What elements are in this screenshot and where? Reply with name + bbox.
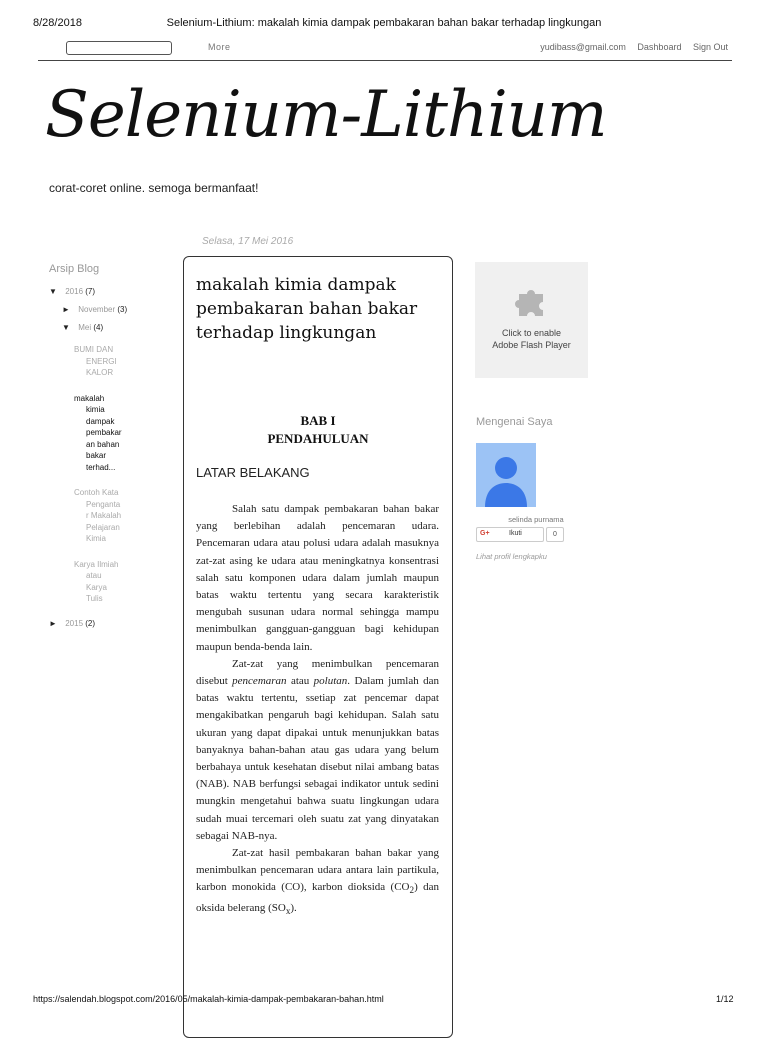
post-heading-chapter: BAB I [300,413,336,428]
google-plus-icon: G+ [480,530,490,537]
follow-button[interactable] [476,527,544,542]
archive-count: (7) [85,287,96,296]
post-link-line: bakar [86,451,107,460]
navbar-account [531,42,728,52]
post-link-line: Contoh Kata [74,488,119,497]
post-link-line: pembakar [86,428,122,437]
triangle-right-icon[interactable]: ► [49,618,57,628]
term-italic: pencemaran [232,675,287,688]
post-link-line: Penganta [86,499,121,509]
post-link-line: an bahan [86,439,120,449]
post-link-line: Kimia [86,534,107,543]
archive-count: (3) [117,305,128,314]
term-italic: polutan [313,675,348,688]
default-user-icon [476,443,536,507]
post-link-line: Pelajaran [86,522,120,532]
puzzle-icon [515,284,549,318]
text-run: ) dan oksida belerang (SO [196,881,439,914]
print-title: Selenium-Lithium: makalah kimia dampak pembakaran bahan bakar terhadap lingkungan [166,17,602,29]
archive-count: (2) [85,618,96,628]
navbar-signout-link[interactable]: Sign Out [692,42,728,52]
archive-post-link[interactable] [74,344,134,379]
print-footer-url: https://salendah.blogspot.com/2016/05/makalah-kimia-dampak-pembakaran-bahan.html [33,994,384,1004]
archive-heading: Arsip Blog [49,263,100,275]
post-link-line: ENERGI [86,356,117,366]
post-link-line: dampak [86,416,115,426]
post-container [183,256,453,1038]
post-link-line: Tulis [86,594,103,603]
post-link-line: KALOR [86,368,114,377]
navbar-more-link[interactable]: More [208,42,231,52]
post-link-line: Karya Ilmiah [74,559,119,569]
post-link-line: terhad... [86,462,116,472]
post-subheading: LATAR BELAKANG [196,465,310,480]
post-title[interactable]: makalah kimia dampak pembakaran bahan bakar terhadap lingkungan [196,275,418,343]
post-date: Selasa, 17 Mei 2016 [202,236,294,247]
post-paragraph: Salah satu dampak pembakaran bahan bakar yang berlebihan adalah pencemaran udara. Pencemaran udara atau polusi udara adalah masuknya zat-zat asing ke udara atau meningkatnya konsentrasi salah satu komponen udara dalam jumlah maupun batas waktu tertentu yang secara karakteristik mengubah susunan udara normal sehingga mampu menimbulkan gangguan-gangguan bagi kehidupan maupun benda-benda lain. [196,503,439,653]
subscript: 2 [409,885,415,896]
flash-line: Click to enable [501,328,562,338]
post-link-line: BUMI DAN [74,345,114,354]
archive-month-label[interactable]: Mei [78,323,92,332]
archive-month-mei[interactable] [62,323,179,341]
archive-year-label[interactable]: 2015 [65,618,84,628]
flash-line: Adobe Flash Player [492,339,571,350]
navbar-search-input[interactable] [66,41,172,55]
avatar[interactable] [476,443,536,507]
archive-year-2015[interactable] [49,619,179,637]
archive-post-link[interactable] [74,487,134,545]
post-link-line: kimia [86,405,105,414]
archive-month-label[interactable]: November [78,305,116,314]
text-run: atau [286,675,314,688]
text-run: Zat-zat yang menimbulkan pencemaran disebut [196,657,439,688]
post-body [196,501,439,920]
post-link-line: r Makalah [86,511,122,520]
print-header [0,0,768,28]
archive-post-link-current[interactable] [74,393,134,474]
profile-link[interactable]: Lihat profil lengkapku [476,552,547,561]
post-paragraph [196,656,439,845]
subscript: x [285,906,291,917]
archive-post-link[interactable] [74,559,134,605]
blogger-navbar [38,36,732,61]
archive-post-list [74,344,179,605]
print-date: 8/28/2018 [33,17,82,29]
blog-description: corat-coret online. semoga bermanfaat! [49,181,259,195]
about-heading: Mengenai Saya [476,416,553,428]
triangle-down-icon[interactable]: ▼ [49,287,57,296]
navbar-dashboard-link[interactable]: Dashboard [637,42,682,52]
text-run: ). [290,901,297,914]
follow-label: Ikuti [509,530,522,537]
archive-month-november[interactable] [62,305,179,323]
archive-year-label[interactable]: 2016 [65,287,84,296]
flash-message [475,328,588,351]
navbar-email[interactable]: yudibass@gmail.com [540,42,626,52]
triangle-right-icon[interactable]: ► [62,305,70,314]
post-link-line: Karya [86,582,107,592]
archive-count: (4) [93,323,104,332]
text-run: Zat-zat hasil pembakaran bahan bakar yang menimbulkan pencemaran udara antara lain partikula, karbon monokida (CO), karbon dioksida (CO [196,847,439,894]
archive-widget [49,263,179,637]
triangle-down-icon[interactable]: ▼ [62,323,70,332]
print-footer-page: 1/12 [716,994,734,1004]
follow-count: 0 [546,527,564,542]
text-run: . Dalam jumlah dan batas waktu tertentu, ssetiap zat pencemar dapat mengakibatkan pengaruh bagi kehidupan. Salah satu ukuran yang dapat dipakai untuk menunjukkan batas banyaknya bahan-bahan atau gas udara yang belum berbahaya untuk kesehatan disebut nilai ambang batas (NAB). NAB berfungsi sebagai indikator untuk sedini mungkin mengetahui bahwa suatu lingkungan udara sudah muai tercemari oleh suatu zat yang dinyatakan sebagai NAB-nya. [196,675,439,842]
post-link-line: atau [86,571,102,580]
post-heading-section: PENDAHULUAN [267,431,369,446]
flash-placeholder[interactable] [475,262,588,378]
profile-name[interactable]: selinda purnama [508,515,564,524]
post-link-line: makalah [74,393,105,403]
archive-year-2016[interactable] [49,287,179,305]
blog-title[interactable]: Selenium-Lithium [45,78,607,152]
post-heading [184,412,452,448]
post-paragraph [196,845,439,920]
